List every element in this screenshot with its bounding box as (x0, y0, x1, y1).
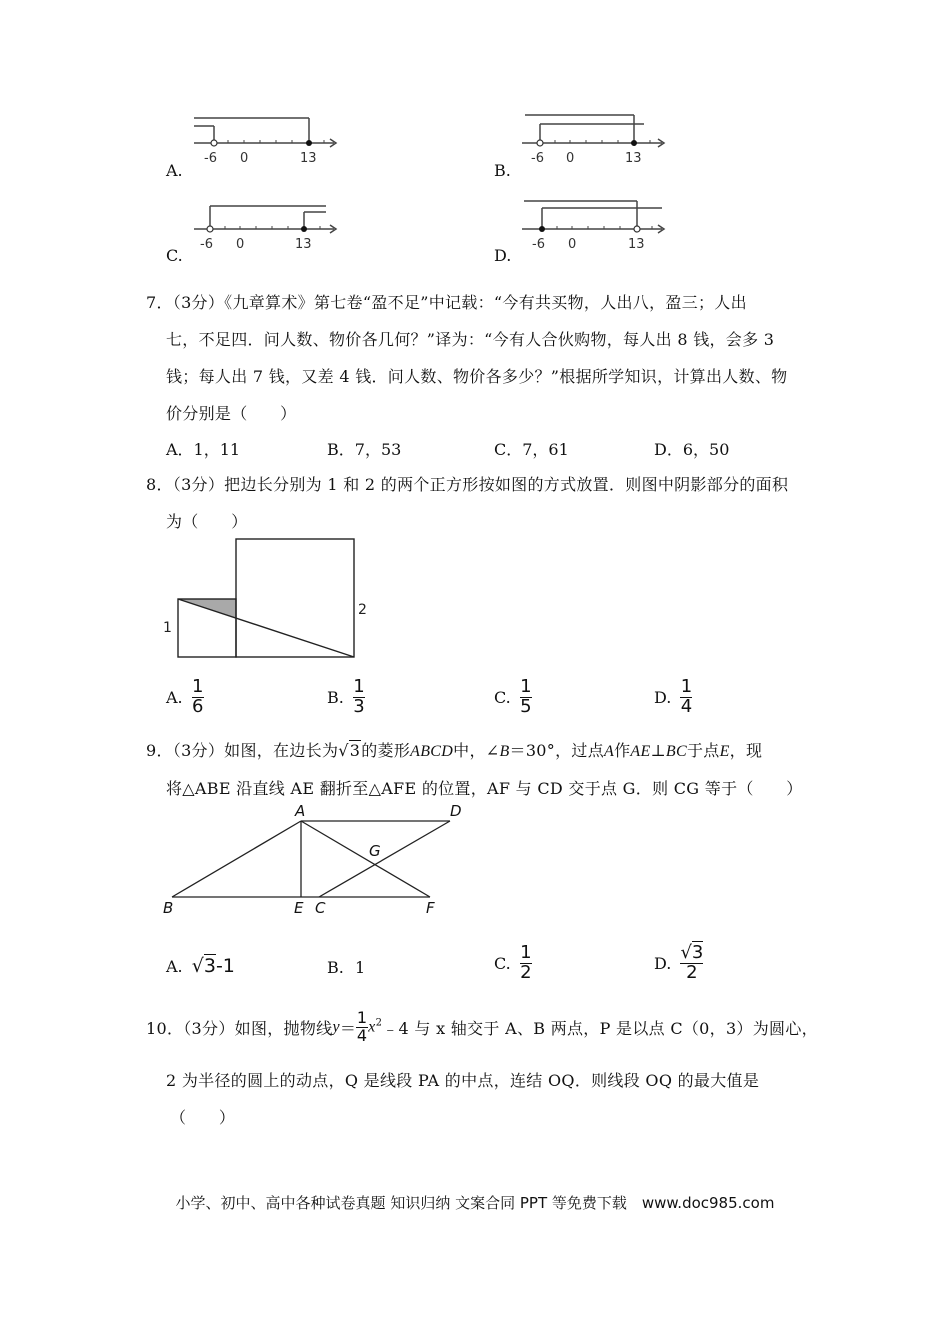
q9-option-b: B. 1 (327, 958, 366, 977)
point-d-label: D (450, 802, 462, 820)
option-a-label: A. (166, 161, 183, 180)
q7-line-4: 价分别是（ ） (166, 404, 297, 423)
number-line-b (522, 110, 702, 170)
number-line-a (194, 110, 374, 170)
tick-0: 0 (236, 237, 245, 252)
q9-line-1: 9．（3分）如图，在边长为√3的菱形ABCD中，∠B＝30°，过点A作AE⊥BC于点E，现 (146, 741, 763, 760)
tick-13: 13 (628, 237, 645, 252)
tick-neg6: -6 (531, 151, 544, 166)
fraction: $\frac{1}{6}$ (192, 676, 204, 717)
number-line-d (522, 196, 702, 256)
tick-0: 0 (240, 151, 249, 166)
q7-line-2: 七，不足四．问人数、物价各几何？”译为：“今有人合伙购物，每人出 8 钱，会多 3 (166, 330, 775, 349)
q8-option-a (166, 678, 204, 717)
q8-option-a-label: A. (166, 687, 183, 707)
tick-neg6: -6 (532, 237, 545, 252)
q7-option-b: B．7，53 (327, 440, 402, 459)
label-side-2: 2 (358, 602, 367, 618)
q8-option-d (654, 678, 692, 717)
q9-option-d (654, 944, 703, 983)
tick-0: 0 (566, 151, 575, 166)
q7-option-d: D．6，50 (654, 440, 730, 459)
option-c-label: C. (166, 246, 183, 265)
q7-option-a: A．1，11 (166, 440, 241, 459)
point-g-label: G (369, 842, 381, 860)
q9-line-2: 将△ABE 沿直线 AE 翻折至△AFE 的位置，AF 与 CD 交于点 G．则 CG 等于（ ） (166, 779, 803, 798)
q10-line-1: 10．（3分）如图，抛物线y＝ $\frac{1}{4}$ $x^2﹣4$ 与 x 轴交于 A、B 两点，P 是以点 C（0，3）为圆心， (146, 1008, 818, 1045)
q8-option-c (494, 678, 532, 717)
fraction: $\frac{√3}{2}$ (680, 942, 704, 983)
tick-13: 13 (295, 237, 312, 252)
q8-option-b (327, 678, 365, 717)
q10-line-3: （ ） (170, 1108, 236, 1127)
tick-13: 13 (300, 151, 317, 166)
tick-neg6: -6 (200, 237, 213, 252)
q9-option-a: A. √3-1 (166, 955, 235, 977)
squares-figure (158, 534, 378, 664)
option-b-label: B. (494, 161, 511, 180)
q8-line-2: 为（ ） (166, 512, 248, 531)
q7-line-1: 7．（3分）《九章算术》第七卷“盈不足”中记载：“今有共买物，人出八，盈三；人出 (146, 293, 747, 312)
fraction: $\frac{1}{2}$ (520, 942, 532, 983)
page-footer: 小学、初中、高中各种试卷真题 知识归纳 文案合同 PPT 等免费下载 www.doc985.com (175, 1194, 775, 1212)
point-b-label: B (163, 899, 174, 917)
option-d-label: D. (494, 246, 512, 265)
point-f-label: F (426, 899, 435, 917)
number-line-c (194, 196, 374, 256)
q8-option-d-label: D. (654, 687, 672, 707)
label-side-1: 1 (163, 620, 172, 636)
tick-13: 13 (625, 151, 642, 166)
fraction: $\frac{1}{5}$ (520, 676, 532, 717)
fraction: $\frac{1}{3}$ (353, 676, 365, 717)
q7-line-3: 钱；每人出 7 钱，又差 4 钱．问人数、物价各多少？”根据所学知识，计算出人数、物 (166, 367, 788, 386)
q8-option-b-label: B. (327, 687, 344, 707)
q9-option-b-label: B. (327, 958, 344, 977)
q8-line-1: 8．（3分）把边长分别为 1 和 2 的两个正方形按如图的方式放置．则图中阴影部分的面积 (146, 475, 789, 494)
q9-option-d-label: D. (654, 953, 672, 973)
q10-line-2: 2 为半径的圆上的动点，Q 是线段 PA 的中点，连结 OQ．则线段 OQ 的最大值是 (166, 1071, 760, 1090)
q9-option-c (494, 944, 532, 983)
fraction: $\frac{1}{4}$ (356, 1008, 368, 1045)
q9-option-a-label: A. (166, 957, 183, 976)
fraction: $\frac{1}{4}$ (680, 676, 693, 717)
q9-option-c-label: C. (494, 953, 511, 973)
tick-neg6: -6 (204, 151, 217, 166)
point-a-label: A (295, 802, 306, 820)
tick-0: 0 (568, 237, 577, 252)
q8-option-c-label: C. (494, 687, 511, 707)
rhombus-figure (160, 800, 480, 920)
sqrt-symbol: √ (338, 741, 349, 760)
point-c-label: C (315, 899, 326, 917)
point-e-label: E (294, 899, 304, 917)
q7-option-c: C．7，61 (494, 440, 569, 459)
